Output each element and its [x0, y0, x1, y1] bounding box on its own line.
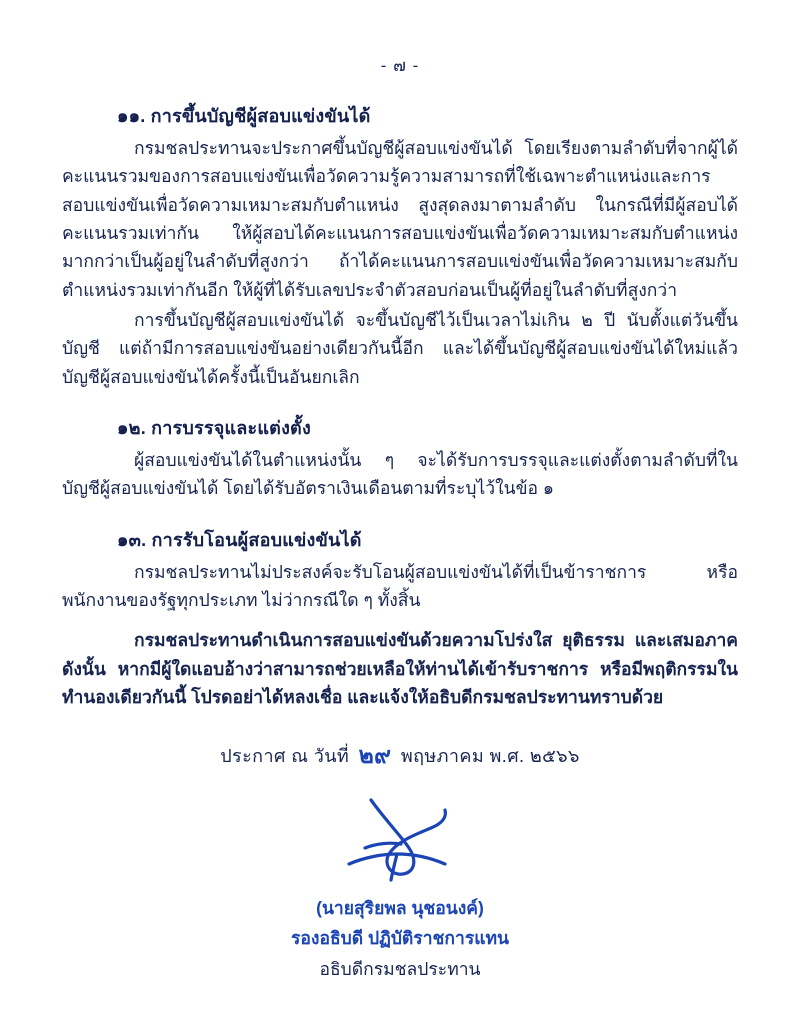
section-13-paragraph-1: กรมชลประทานไม่ประสงค์จะรับโอนผู้สอบแข่งขันได้ที่เป็นข้าราชการ หรือ พนักงานของรัฐทุกประเภท ไม่ว่ากรณีใด ๆ ทั้งสิ้น [62, 561, 738, 611]
date-day-handwritten: ๒๙ [358, 741, 392, 768]
section-13-heading: ๑๓. การรับโอนผู้สอบแข่งขันได้ [117, 529, 362, 550]
section-11-paragraph-2: การขึ้นบัญชีผู้สอบแข่งขันได้ จะขึ้นบัญชีไว้เป็นเวลาไม่เกิน ๒ ปี นับตั้งแต่วันขึ้นบัญชี แต่ถ้ามีการสอบแข่งขันอย่างเดียวกันนี้อีก และได้ขึ้นบัญชีผู้สอบแข่งขันได้ใหม่แล้ว บัญชีผู้สอบแข่งขันได้ครั้งนี้เป็นอันยกเลิก [62, 310, 738, 387]
closing-paragraph: กรมชลประทานดำเนินการสอบแข่งขันด้วยความโปร่งใส ยุติธรรม และเสมอภาค ดังนั้น หากมีผู้ใดแอบอ้างว่าสามารถช่วยเหลือให้ท่านได้เข้ารับราชการ หรือมีพฤติกรรมในทำนองเดียวกันนี้ โปรดอย่าได้หลงเชื่อ และแจ้งให้อธิบดีกรมชลประทานทราบด้วย [62, 630, 738, 708]
section-11-heading: ๑๑. การขึ้นบัญชีผู้สอบแข่งขันได้ [117, 106, 371, 126]
signature-role: รองอธิบดี ปฏิบัติราชการแทน [290, 927, 509, 948]
date-suffix: พฤษภาคม พ.ศ. ๒๕๖๖ [400, 745, 580, 766]
date-prefix: ประกาศ ณ วันที่ [220, 745, 350, 766]
date-line [62, 738, 738, 774]
section-13 [62, 525, 738, 615]
section-12 [62, 413, 738, 503]
page-number: - ๗ - [380, 56, 420, 75]
signature-name: (นายสุริยพล นุชอนงค์) [316, 897, 484, 918]
signature-area [62, 792, 738, 892]
signature-org: อธิบดีกรมชลประทาน [319, 958, 481, 979]
section-12-heading: ๑๒. การบรรจุและแต่งตั้ง [117, 418, 311, 439]
section-12-paragraph-1: ผู้สอบแข่งขันได้ในตำแหน่งนั้น ๆ จะได้รับการบรรจุและแต่งตั้งตามลำดับที่ในบัญชีผู้สอบแข่งขันได้ โดยได้รับอัตราเงินเดือนตามที่ระบุไว้ในข้อ ๑ [62, 450, 738, 499]
signature-icon [305, 792, 495, 892]
spacer [62, 616, 738, 626]
section-11 [62, 101, 738, 391]
section-11-paragraph-1: กรมชลประทานจะประกาศขึ้นบัญชีผู้สอบแข่งขันได้ โดยเรียงตามลำดับที่จากผู้ได้คะแนนรวมของการสอบแข่งขันเพื่อวัดความรู้ความสามารถที่ใช้เฉพาะตำแหน่งและการสอบแข่งขันเพื่อวัดความเหมาะสมกับตำแหน่ง สูงสุดลงมาตามลำดับ ในกรณีที่มีผู้สอบได้คะแนนรวมเท่ากัน ให้ผู้สอบได้คะแนนการสอบแข่งขันเพื่อวัดความเหมาะสมกับตำแหน่งมากกว่าเป็นผู้อยู่ในลำดับที่สูงกว่า ถ้าได้คะแนนการสอบแข่งขันเพื่อวัดความเหมาะสมกับตำแหน่งรวมเท่ากันอีก ให้ผู้ที่ได้รับเลขประจำตัวสอบก่อนเป็นผู้ที่อยู่ในลำดับที่สูงกว่า [62, 138, 738, 300]
